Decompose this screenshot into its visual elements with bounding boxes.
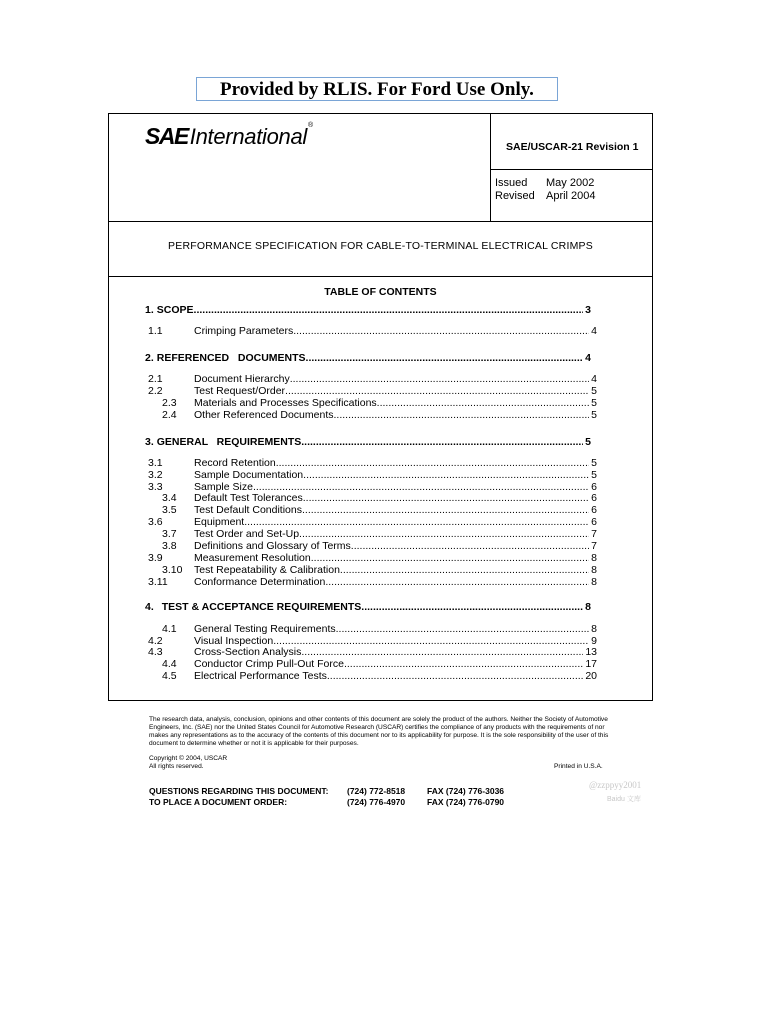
document-title: PERFORMANCE SPECIFICATION FOR CABLE-TO-TERMINAL ELECTRICAL CRIMPS <box>168 240 593 252</box>
toc-entry-label: Document Hierarchy <box>194 373 290 385</box>
toc-leader-dots <box>333 409 589 422</box>
toc-entry-page: 6 <box>591 504 597 516</box>
toc-entry-page: 5 <box>591 469 597 481</box>
toc-entry-number: 3.9 <box>148 552 163 564</box>
toc-entry-number: 1. <box>145 304 154 316</box>
toc-entry <box>145 304 591 317</box>
rights-line: All rights reserved. <box>149 763 204 770</box>
toc-entry-label: Test Repeatability & Calibration <box>194 564 340 576</box>
toc-entry <box>145 436 591 449</box>
questions-phone: (724) 772-8518 <box>347 786 406 796</box>
toc-entry-page: 4 <box>591 325 597 337</box>
revised-label: Revised <box>495 190 535 202</box>
toc-entry-page: 7 <box>591 540 597 552</box>
toc-entry-number: 3.1 <box>148 457 163 469</box>
questions-contact <box>149 786 504 796</box>
toc-entry-label: Sample Size <box>194 481 253 493</box>
toc-entry-number: 3. <box>145 436 154 448</box>
toc-entry-number: 3.5 <box>162 504 177 516</box>
toc-entry <box>145 601 591 614</box>
toc-entry-page: 5 <box>591 397 597 409</box>
toc-entry-label: REFERENCED DOCUMENTS <box>156 352 306 364</box>
toc-entry-label: Test Request/Order <box>194 385 286 397</box>
toc-entry-number: 2. <box>145 352 154 364</box>
toc-entry-label: Test Default Conditions <box>194 504 302 516</box>
toc-entry-label: Electrical Performance Tests <box>194 670 327 682</box>
toc-entry-page: 6 <box>591 516 597 528</box>
questions-label: QUESTIONS REGARDING THIS DOCUMENT: <box>149 786 329 796</box>
toc-entry-number: 2.3 <box>162 397 177 409</box>
toc-entry-number: 4.1 <box>162 623 177 635</box>
logo-trademark: ® <box>307 122 314 129</box>
toc-entry-page: 5 <box>591 457 597 469</box>
order-contact <box>149 797 504 807</box>
toc-entry-number: 4. <box>145 601 154 613</box>
toc-leader-dots <box>293 325 589 338</box>
toc-entry-page: 7 <box>591 528 597 540</box>
toc-entry-number: 4.5 <box>162 670 177 682</box>
revised-date: April 2004 <box>546 190 596 202</box>
questions-fax: FAX (724) 776-3036 <box>427 786 505 796</box>
toc-entry-number: 4.4 <box>162 658 177 670</box>
toc-entry-label: Conformance Determination <box>194 576 326 588</box>
toc-entry-label: GENERAL REQUIREMENTS <box>156 436 302 448</box>
toc-entry <box>148 325 597 338</box>
toc-heading: TABLE OF CONTENTS <box>324 286 437 298</box>
order-fax: FAX (724) 776-0790 <box>427 797 505 807</box>
toc-entry-page: 8 <box>591 564 597 576</box>
toc-entry-page: 17 <box>585 658 597 670</box>
toc-entry-label: Other Referenced Documents <box>194 409 334 421</box>
toc-leader-dots <box>306 352 584 365</box>
toc-entry-number: 3.2 <box>148 469 163 481</box>
toc-entry-label: General Testing Requirements <box>194 623 336 635</box>
watermark-user: @zzppyy2001 <box>589 780 642 790</box>
toc-entry-page: 5 <box>585 436 591 448</box>
title-divider-bottom <box>108 276 653 277</box>
order-phone: (724) 776-4970 <box>347 797 406 807</box>
toc-entry-page: 6 <box>591 481 597 493</box>
toc-entry-page: 4 <box>585 352 591 364</box>
copyright-notice <box>149 755 227 771</box>
toc-entry-label: SCOPE <box>156 304 194 316</box>
toc-entry-number: 3.7 <box>162 528 177 540</box>
toc-entry-number: 3.8 <box>162 540 177 552</box>
logo-international-text: International <box>189 124 307 149</box>
toc-entry-label: Record Retention <box>194 457 276 469</box>
toc-entry-number: 2.1 <box>148 373 163 385</box>
watermark-site: Baidu 文库 <box>607 796 641 803</box>
toc-leader-dots <box>361 601 583 614</box>
toc-entry-number: 2.2 <box>148 385 163 397</box>
document-number: SAE/USCAR-21 Revision 1 <box>506 141 639 153</box>
toc-entry-page: 20 <box>585 670 597 682</box>
toc-entry-label: Measurement Resolution <box>194 552 311 564</box>
access-banner: Provided by RLIS. For Ford Use Only. <box>196 77 558 101</box>
toc-entry-page: 9 <box>591 635 597 647</box>
disclaimer-text: The research data, analysis, conclusion, opinions and other contents of this document are solely the product of the authors. Neither the Society of Automotive Engineers, Inc. (SAE) nor the United States Council for Automotive Research (USCAR) certifies the compliance of any products with the requirements of nor makes any representations as to the accuracy of the contents of this document nor to its applicability for purpose. It is the sole responsibility of the user of this document to determine whether or not it is applicable for their purposes. <box>149 716 609 747</box>
toc-entry-page: 5 <box>591 385 597 397</box>
copyright-line: Copyright © 2004, USCAR <box>149 755 228 762</box>
header-divider-vertical <box>490 113 491 222</box>
toc-entry-label: Test Order and Set-Up <box>194 528 300 540</box>
toc-entry-label: Cross-Section Analysis <box>194 646 302 658</box>
toc-entry-page: 5 <box>591 409 597 421</box>
toc-entry-label: Visual Inspection <box>194 635 274 647</box>
toc-entry-page: 8 <box>591 623 597 635</box>
toc-entry <box>162 670 597 683</box>
toc-entry-label: Equipment <box>194 516 245 528</box>
toc-entry-page: 8 <box>591 576 597 588</box>
toc-leader-dots <box>327 670 583 683</box>
toc-entry-page: 6 <box>591 492 597 504</box>
toc-entry-label: TEST & ACCEPTANCE REQUIREMENTS <box>161 601 362 613</box>
toc-entry-label: Materials and Processes Specifications <box>194 397 377 409</box>
toc-entry-label: Default Test Tolerances <box>194 492 303 504</box>
toc-entry-number: 2.4 <box>162 409 177 421</box>
order-label: TO PLACE A DOCUMENT ORDER: <box>149 797 288 807</box>
toc-entry-page: 8 <box>585 601 591 613</box>
header-divider-right <box>490 169 653 170</box>
document-dates <box>495 177 596 203</box>
toc-entry-number: 4.3 <box>148 646 163 658</box>
header-divider-bottom <box>108 221 653 222</box>
toc-entry-number: 3.4 <box>162 492 177 504</box>
toc-entry-number: 3.11 <box>148 576 168 588</box>
toc-entry-page: 3 <box>585 304 591 316</box>
toc-entry-label: Definitions and Glossary of Terms <box>194 540 351 552</box>
sae-international-logo <box>145 120 313 150</box>
toc-entry-number: 3.3 <box>148 481 163 493</box>
issued-date: May 2002 <box>546 177 595 189</box>
toc-entry-number: 1.1 <box>148 325 163 337</box>
toc-entry-page: 8 <box>591 552 597 564</box>
toc-entry <box>162 409 597 422</box>
toc-entry-label: Crimping Parameters <box>194 325 294 337</box>
toc-leader-dots <box>325 576 589 589</box>
toc-entry-page: 4 <box>591 373 597 385</box>
toc-entry-number: 3.6 <box>148 516 163 528</box>
toc-entry <box>148 576 597 589</box>
toc-entry-number: 3.10 <box>162 564 183 576</box>
issued-label: Issued <box>495 177 528 189</box>
printed-notice: Printed in U.S.A. <box>554 763 603 770</box>
toc-entry-label: Conductor Crimp Pull-Out Force <box>194 658 344 670</box>
toc-entry-number: 4.2 <box>148 635 163 647</box>
toc-entry-page: 13 <box>585 646 597 658</box>
toc-entry-label: Sample Documentation <box>194 469 304 481</box>
logo-sae-text: SAE <box>145 123 188 149</box>
toc-entry <box>145 352 591 365</box>
toc-leader-dots <box>194 304 584 317</box>
toc-leader-dots <box>301 436 583 449</box>
